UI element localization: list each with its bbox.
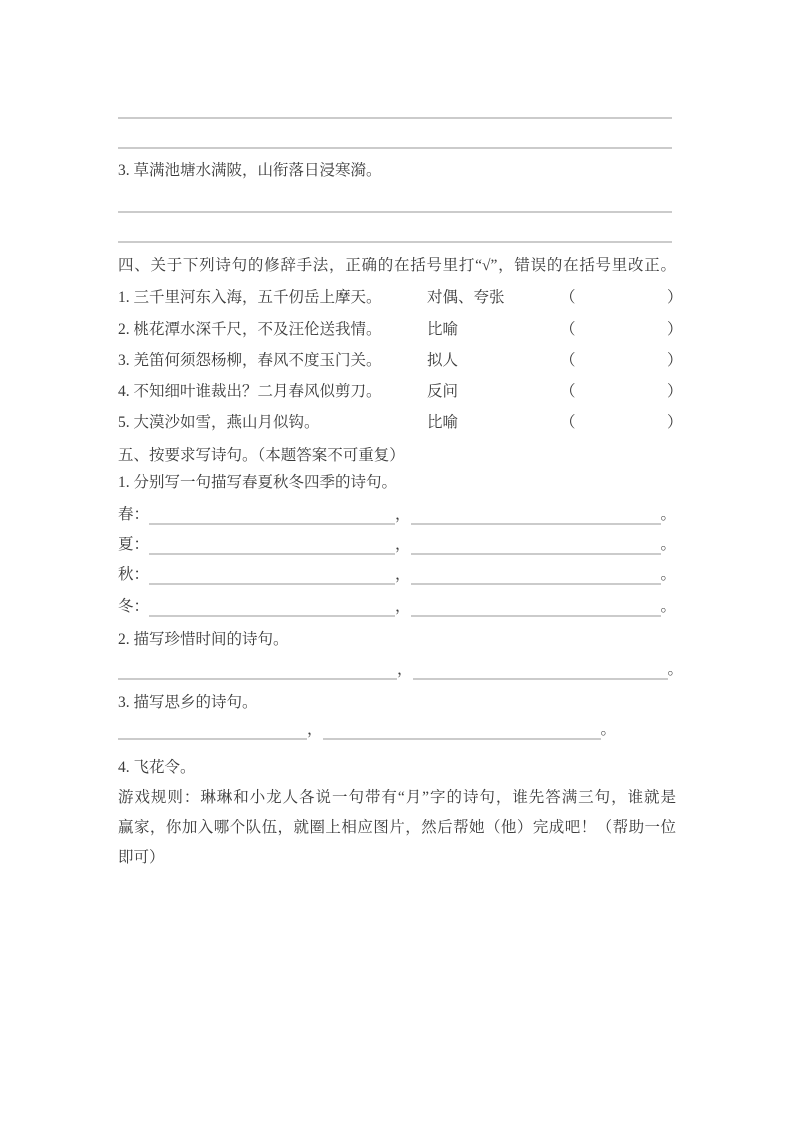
open-paren: （ — [560, 321, 576, 338]
answer-row — [118, 716, 616, 740]
close-paren: ） — [667, 414, 683, 431]
rhetoric-item-row — [118, 287, 683, 309]
poem-text: 5. 大漠沙如雪，燕山月似钩。 — [118, 414, 320, 431]
close-paren: ） — [667, 321, 683, 338]
rhetoric-label: 反问 — [427, 383, 459, 400]
period-mark: 。 — [660, 566, 677, 583]
comma-mark: ， — [395, 506, 411, 523]
question-3-text: 3. 草满池塘水满陂，山衔落日浸寒漪。 — [118, 162, 382, 179]
answer-blank — [323, 718, 601, 740]
answer-blank — [413, 658, 668, 680]
answer-blank — [411, 595, 661, 617]
close-paren: ） — [667, 383, 683, 400]
period-mark: 。 — [660, 536, 677, 553]
answer-blank — [149, 503, 395, 525]
section-4-title: 四、关于下列诗句的修辞手法，正确的在括号里打“√”，错误的在括号里改正。 — [118, 257, 676, 274]
period-mark: 。 — [660, 506, 677, 523]
game-rules-line: 赢家，你加入哪个队伍，就圈上相应图片，然后帮她（他）完成吧！（帮助一位 — [118, 819, 676, 836]
comma-mark: ， — [395, 598, 411, 615]
season-answer-row — [118, 561, 676, 585]
worksheet-content — [118, 0, 684, 1122]
answer-blank — [118, 658, 397, 680]
question-2-text: 2. 描写珍惜时间的诗句。 — [118, 631, 289, 648]
rhetoric-item-row — [118, 350, 683, 372]
rhetoric-item-row — [118, 319, 683, 341]
section-5-title: 五、按要求写诗句。（本题答案不可重复） — [118, 447, 405, 464]
close-paren: ） — [667, 352, 683, 369]
open-paren: （ — [560, 414, 576, 431]
season-answer-row — [118, 593, 676, 617]
period-mark: 。 — [667, 661, 684, 678]
answer-blank — [411, 563, 661, 585]
answer-blank — [149, 563, 395, 585]
poem-text: 1. 三千里河东入海，五千仞岳上摩天。 — [118, 289, 382, 306]
close-paren: ） — [667, 289, 683, 306]
season-answer-row — [118, 501, 676, 525]
answer-line — [118, 211, 672, 213]
season-label: 春： — [118, 506, 150, 523]
answer-blank — [149, 595, 395, 617]
question-1-text: 1. 分别写一句描写春夏秋冬四季的诗句。 — [118, 474, 398, 491]
season-label: 秋： — [118, 566, 150, 583]
poem-text: 3. 羌笛何须怨杨柳，春风不度玉门关。 — [118, 352, 382, 369]
rhetoric-label: 比喻 — [427, 321, 459, 338]
comma-mark: ， — [395, 536, 411, 553]
question-3b-text: 3. 描写思乡的诗句。 — [118, 694, 258, 711]
rhetoric-label: 比喻 — [427, 414, 459, 431]
season-label: 冬： — [118, 598, 150, 615]
answer-blank — [149, 533, 395, 555]
rhetoric-item-row — [118, 381, 683, 403]
season-label: 夏： — [118, 536, 150, 553]
answer-blank — [411, 533, 661, 555]
question-4-text: 4. 飞花令。 — [118, 759, 196, 776]
answer-line — [118, 117, 672, 119]
comma-mark: ， — [307, 721, 323, 738]
answer-row — [118, 656, 683, 680]
period-mark: 。 — [660, 598, 677, 615]
rhetoric-label: 拟人 — [427, 352, 459, 369]
comma-mark: ， — [397, 661, 413, 678]
season-answer-row — [118, 531, 676, 555]
open-paren: （ — [560, 383, 576, 400]
period-mark: 。 — [600, 721, 617, 738]
game-rules-line: 游戏规则：琳琳和小龙人各说一句带有“月”字的诗句，谁先答满三句，谁就是 — [118, 789, 676, 806]
open-paren: （ — [560, 289, 576, 306]
game-rules-line: 即可） — [118, 849, 165, 866]
answer-line — [118, 147, 672, 149]
comma-mark: ， — [395, 566, 411, 583]
answer-line — [118, 241, 672, 243]
answer-blank — [118, 718, 307, 740]
rhetoric-label: 对偶、夸张 — [427, 289, 505, 306]
poem-text: 2. 桃花潭水深千尺，不及汪伦送我情。 — [118, 321, 382, 338]
rhetoric-item-row — [118, 412, 683, 434]
open-paren: （ — [560, 352, 576, 369]
poem-text: 4. 不知细叶谁裁出？二月春风似剪刀。 — [118, 383, 382, 400]
answer-blank — [411, 503, 661, 525]
